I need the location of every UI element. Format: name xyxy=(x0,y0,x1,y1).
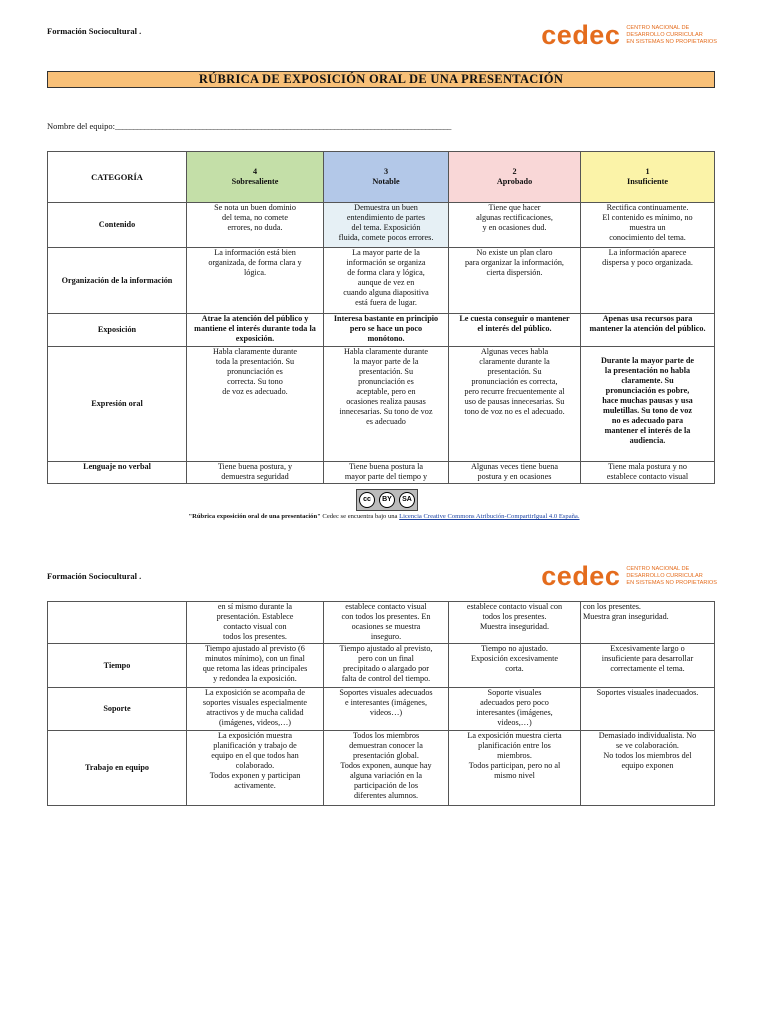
table-row xyxy=(48,462,715,484)
cell-level-1: Apenas usa recursos para mantener la atención del público. xyxy=(581,314,715,347)
cell-level-3: La mayor parte de la información se organiza de forma clara y lógica, aunque de vez en cuando alguna diapositiva está fuera de lugar. xyxy=(324,248,449,314)
rubric-table-page1 xyxy=(47,151,715,484)
cell-level-4: Habla claramente durante toda la presentación. Su pronunciación es correcta. Su tono de voz es adecuado. xyxy=(187,347,324,462)
table-row xyxy=(48,602,715,644)
row-category: Organización de la información xyxy=(48,248,187,314)
logo-line: CENTRO NACIONAL DE xyxy=(626,25,690,31)
team-name-rule: ____________________________________________________________________________________________ xyxy=(114,121,451,131)
logo-line: DESARROLLO CURRICULAR xyxy=(626,32,703,38)
cell-level-1: Tiene mala postura y no establece contacto visual xyxy=(581,462,715,484)
cell-level-2: Le cuesta conseguir o mantener el interés del público. xyxy=(449,314,581,347)
cedec-logo xyxy=(541,563,717,590)
row-category: Lenguaje no verbal xyxy=(48,462,187,484)
row-category: Tiempo xyxy=(48,644,187,688)
logo-line: EN SISTEMAS NO PROPIETARIOS xyxy=(626,580,717,586)
cell-level-3: Demuestra un buen entendimiento de partes del tema. Exposición fluida, comete pocos errores. xyxy=(324,203,449,248)
by-icon: BY xyxy=(379,492,395,508)
row-category: Trabajo en equipo xyxy=(48,731,187,806)
cell-level-1: Excesivamente largo o insuficiente para desarrollar correctamente el tema. xyxy=(581,644,715,688)
cell-level-4: La información está bien organizada, de forma clara y lógica. xyxy=(187,248,324,314)
license-note xyxy=(0,513,768,520)
logo-subtitle xyxy=(626,566,717,587)
cell-level-3: establece contacto visual con todos los presentes. En ocasiones se muestra inseguro. xyxy=(324,602,449,644)
team-name-line xyxy=(47,121,451,131)
page1-header xyxy=(47,22,717,62)
cell-level-1: La información aparece dispersa y poco organizada. xyxy=(581,248,715,314)
header-row xyxy=(48,152,715,203)
cell-level-4: Se nota un buen dominio del tema, no comete errores, no duda. xyxy=(187,203,324,248)
cell-level-2: Soporte visuales adecuados pero poco interesantes (imágenes, videos,…) xyxy=(449,688,581,731)
row-category: Soporte xyxy=(48,688,187,731)
table-row xyxy=(48,248,715,314)
cell-level-3: Tiempo ajustado al previsto, pero con un final precipitado o alargado por falta de control del tiempo. xyxy=(324,644,449,688)
cell-level-2: Algunas veces tiene buena postura y en ocasiones xyxy=(449,462,581,484)
license-link[interactable]: Licencia Creative Commons Atribución-CompartirIgual 4.0 España. xyxy=(399,513,580,520)
logo-line: DESARROLLO CURRICULAR xyxy=(626,573,703,579)
level-3-header: 3 Notable xyxy=(324,152,449,203)
creative-commons-badge xyxy=(356,489,418,511)
row-category xyxy=(48,602,187,644)
cell-level-3: Todos los miembros demuestran conocer la presentación global. Todos exponen, aunque hay alguna variación en la participación de los diferentes alumnos. xyxy=(324,731,449,806)
cell-level-4: Atrae la atención del público y mantiene el interés durante toda la exposición. xyxy=(187,314,324,347)
level-1-header: 1 Insuficiente xyxy=(581,152,715,203)
logo-line: CENTRO NACIONAL DE xyxy=(626,566,690,572)
header-left-text: Formación Sociocultural . xyxy=(47,571,142,581)
cell-level-1: Rectifica continuamente. El contenido es mínimo, no muestra un conocimiento del tema. xyxy=(581,203,715,248)
logo-subtitle xyxy=(626,25,717,46)
cell-level-4: Tiempo ajustado al previsto (6 minutos mínimo), con un final que retoma las ideas principales y redondea la exposición. xyxy=(187,644,324,688)
page2-header xyxy=(47,563,717,603)
cell-level-2: Tiene que hacer algunas rectificaciones, y en ocasiones dud. xyxy=(449,203,581,248)
cell-level-4: La exposición se acompaña de soportes visuales especialmente atractivos y de mucha calidad (imágenes, videos,…) xyxy=(187,688,324,731)
cell-level-3: Tiene buena postura la mayor parte del tiempo y xyxy=(324,462,449,484)
table-row xyxy=(48,731,715,806)
license-work-title: "Rúbrica exposición oral de una presentación" xyxy=(188,513,321,520)
table-row xyxy=(48,644,715,688)
level-2-header: 2 Aprobado xyxy=(449,152,581,203)
cell-level-1: con los presentes. Muestra gran inseguridad. xyxy=(581,602,715,644)
cell-level-1: Demasiado individualista. No se ve colaboración. No todos los miembros del equipo exponen xyxy=(581,731,715,806)
row-category: Expresión oral xyxy=(48,347,187,462)
team-name-label: Nombre del equipo: xyxy=(47,121,115,131)
rubric-title: RÚBRICA DE EXPOSICIÓN ORAL DE UNA PRESENTACIÓN xyxy=(47,71,715,88)
cell-level-2: establece contacto visual con todos los presentes. Muestra inseguridad. xyxy=(449,602,581,644)
cell-level-3: Habla claramente durante la mayor parte de la presentación. Su pronunciación es aceptable, pero en ocasiones realiza pausas innecesarias. Su tono de voz es adecuado xyxy=(324,347,449,462)
table-row xyxy=(48,314,715,347)
cedec-logo xyxy=(541,22,717,49)
table-row xyxy=(48,203,715,248)
category-header: CATEGORÍA xyxy=(48,152,187,203)
table-row xyxy=(48,688,715,731)
cell-level-4: La exposición muestra planificación y trabajo de equipo en el que todos han colaborado. Todos exponen y participan activamente. xyxy=(187,731,324,806)
cc-icon: cc xyxy=(359,492,375,508)
header-left-text: Formación Sociocultural . xyxy=(47,26,142,36)
cell-level-4: Tiene buena postura, y demuestra seguridad xyxy=(187,462,324,484)
cell-level-2: No existe un plan claro para organizar la información, cierta dispersión. xyxy=(449,248,581,314)
cell-level-2: Tiempo no ajustado. Exposición excesivamente corta. xyxy=(449,644,581,688)
sa-icon: SA xyxy=(399,492,415,508)
cell-level-2: La exposición muestra cierta planificación entre los miembros. Todos participan, pero no al mismo nivel xyxy=(449,731,581,806)
cell-level-3: Interesa bastante en principio pero se hace un poco monótono. xyxy=(324,314,449,347)
rubric-table-page2 xyxy=(47,601,715,806)
logo-line: EN SISTEMAS NO PROPIETARIOS xyxy=(626,39,717,45)
cell-level-2: Algunas veces habla claramente durante la presentación. Su pronunciación es correcta, pero recurre frecuentemente al uso de pausas innecesarias. Su tono de voz no es el adecuado. xyxy=(449,347,581,462)
table-row xyxy=(48,347,715,462)
cell-level-1: Durante la mayor parte de la presentación no habla claramente. Su pronunciación es pobre, hace muchas pausas y usa muletillas. Su tono de voz no es adecuado para mantener el interés de la audiencia. xyxy=(581,347,715,462)
row-category: Exposición xyxy=(48,314,187,347)
level-4-header: 4 Sobresaliente xyxy=(187,152,324,203)
cell-level-1: Soportes visuales inadecuados. xyxy=(581,688,715,731)
logo-word: cedec xyxy=(541,561,621,591)
license-middle: Cedec se encuentra bajo una xyxy=(320,513,400,520)
logo-word: cedec xyxy=(541,20,621,50)
cell-level-3: Soportes visuales adecuados e interesantes (imágenes, videos…) xyxy=(324,688,449,731)
cell-level-4: en sí mismo durante la presentación. Establece contacto visual con todos los presentes. xyxy=(187,602,324,644)
row-category: Contenido xyxy=(48,203,187,248)
